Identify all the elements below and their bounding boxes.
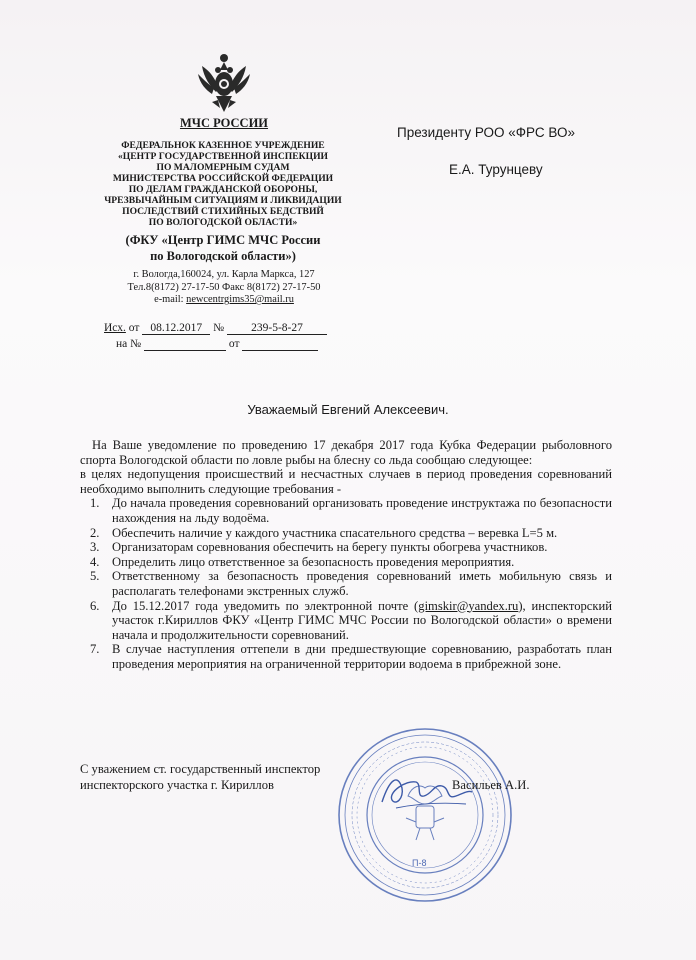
emblem-icon — [194, 52, 254, 116]
official-stamp — [336, 726, 514, 904]
org-short-line: (ФКУ «Центр ГИМС МЧС России — [125, 233, 321, 247]
outgoing-reference — [104, 320, 364, 352]
in-label: на № — [116, 338, 142, 350]
list-item — [80, 526, 612, 541]
signer-name: Васильев А.И. — [452, 778, 530, 792]
list-item — [80, 540, 612, 555]
list-item-number: 5. — [90, 569, 100, 584]
org-phones: Тел.8(8172) 27-17-50 Факс 8(8172) 27-17-50 — [127, 281, 321, 293]
out-number-label: № — [213, 322, 225, 334]
org-full-line: ЧРЕЗВЫЧАЙНЫМ СИТУАЦИЯМ И ЛИКВИДАЦИИ — [104, 195, 342, 206]
signature-title-line: инспекторского участка г. Кириллов — [80, 777, 274, 792]
list-item-number: 7. — [90, 642, 100, 657]
signature-block — [80, 762, 350, 793]
out-date: 08.12.2017 — [142, 322, 210, 335]
org-address: г. Вологда,160024, ул. Карла Маркса, 127 — [133, 269, 315, 280]
requirements-list — [80, 496, 612, 671]
org-full-line: ФЕДЕРАЛЬНОК КАЗЕННОЕ УЧРЕЖДЕНИЕ — [121, 140, 325, 151]
list-item — [80, 496, 612, 525]
email-label: e-mail: — [154, 294, 184, 305]
outgoing-number-line — [104, 320, 364, 336]
org-contacts — [96, 269, 352, 307]
list-item-number: 2. — [90, 525, 100, 540]
org-full-name — [96, 140, 350, 228]
out-from-label: от — [128, 322, 140, 334]
salutation: Уважаемый Евгений Алексеевич. — [247, 402, 449, 417]
incoming-number-line — [104, 336, 364, 352]
addressee — [397, 125, 617, 177]
list-item-text: Обеспечить наличие у каждого участника спасательного средства – веревка L=5 м. — [112, 525, 558, 540]
body-paragraph: На Ваше уведомление по проведению 17 декабря 2017 года Кубка Федерации рыболовного спорта Вологодской области по ловле рыбы на блесну со льда сообщаю следующее: — [80, 438, 612, 467]
list-item-number: 1. — [90, 496, 100, 511]
in-date-blank — [242, 338, 318, 351]
org-full-line: МИНИСТЕРСТВА РОССИЙСКОЙ ФЕДЕРАЦИИ — [112, 173, 334, 184]
out-label: Исх. — [104, 322, 126, 334]
in-from-label: от — [228, 338, 240, 350]
list-item-text-part: До 15.12.2017 года уведомить по электронной почте ( — [112, 598, 419, 613]
org-full-line: ПО ДЕЛАМ ГРАЖДАНСКОЙ ОБОРОНЫ, — [128, 184, 318, 195]
stamp-code: П-8 — [412, 858, 427, 868]
list-item-number: 6. — [90, 598, 100, 613]
list-item-text: В случае наступления оттепели в дни предшествующие соревнованию, разработать план проведения мероприятия на ограниченной территории водоема в прибрежной зоне. — [112, 642, 612, 671]
addressee-name: Е.А. Турунцеву — [449, 162, 543, 177]
org-full-line: ПО МАЛОМЕРНЫМ СУДАМ — [156, 162, 290, 173]
email-link[interactable]: newcentrgims35@mail.ru — [186, 294, 294, 305]
out-number: 239-5-8-27 — [227, 322, 327, 335]
list-item-text — [112, 599, 612, 643]
list-item-number: 4. — [90, 554, 100, 569]
list-item-text: Организаторам соревнования обеспечить на берегу пункты обогрева участников. — [112, 540, 548, 555]
list-item-text: Ответственному за безопасность проведения соревнований иметь мобильную связь и располагать телефонами экстренных служб. — [112, 569, 612, 598]
org-email-line — [96, 294, 352, 307]
org-full-line: ПОСЛЕДСТВИЙ СТИХИЙНЫХ БЕДСТВИЙ — [122, 206, 324, 217]
list-item — [80, 555, 612, 570]
org-name: МЧС РОССИИ — [179, 116, 269, 130]
list-item-number: 3. — [90, 540, 100, 555]
list-item — [80, 642, 612, 671]
org-short-name — [96, 232, 350, 264]
list-item — [80, 599, 612, 643]
letter-body — [80, 438, 612, 672]
list-item-text: Определить лицо ответственное за безопасность проведения мероприятия. — [112, 554, 515, 569]
body-paragraph: в целях недопущения происшествий и несчастных случаев в период проведения соревнований необходимо выполнить следующие требования - — [80, 467, 612, 496]
list-item-text-part: ), инспекторский участок г.Кириллов ФКУ «Центр ГИМС МЧС России по Вологодской области» о времени начала и продолжительности соревнований. — [112, 598, 612, 642]
list-item-text: До начала проведения соревнований организовать проведение инструктажа по безопасности нахождения на льду водоёма. — [112, 496, 612, 525]
signature-title-line: С уважением ст. государственный инспектор — [80, 762, 321, 776]
list-item — [80, 569, 612, 598]
in-number-blank — [144, 338, 226, 351]
org-full-line: ПО ВОЛОГОДСКОЙ ОБЛАСТИ» — [148, 217, 298, 228]
addressee-position: Президенту РОО «ФРС ВО» — [397, 125, 575, 140]
contact-email-link[interactable]: gimskir@yandex.ru — [418, 598, 519, 613]
org-short-line: по Вологодской области») — [150, 249, 296, 263]
org-full-line: «ЦЕНТР ГОСУДАРСТВЕННОЙ ИНСПЕКЦИИ — [117, 151, 329, 162]
